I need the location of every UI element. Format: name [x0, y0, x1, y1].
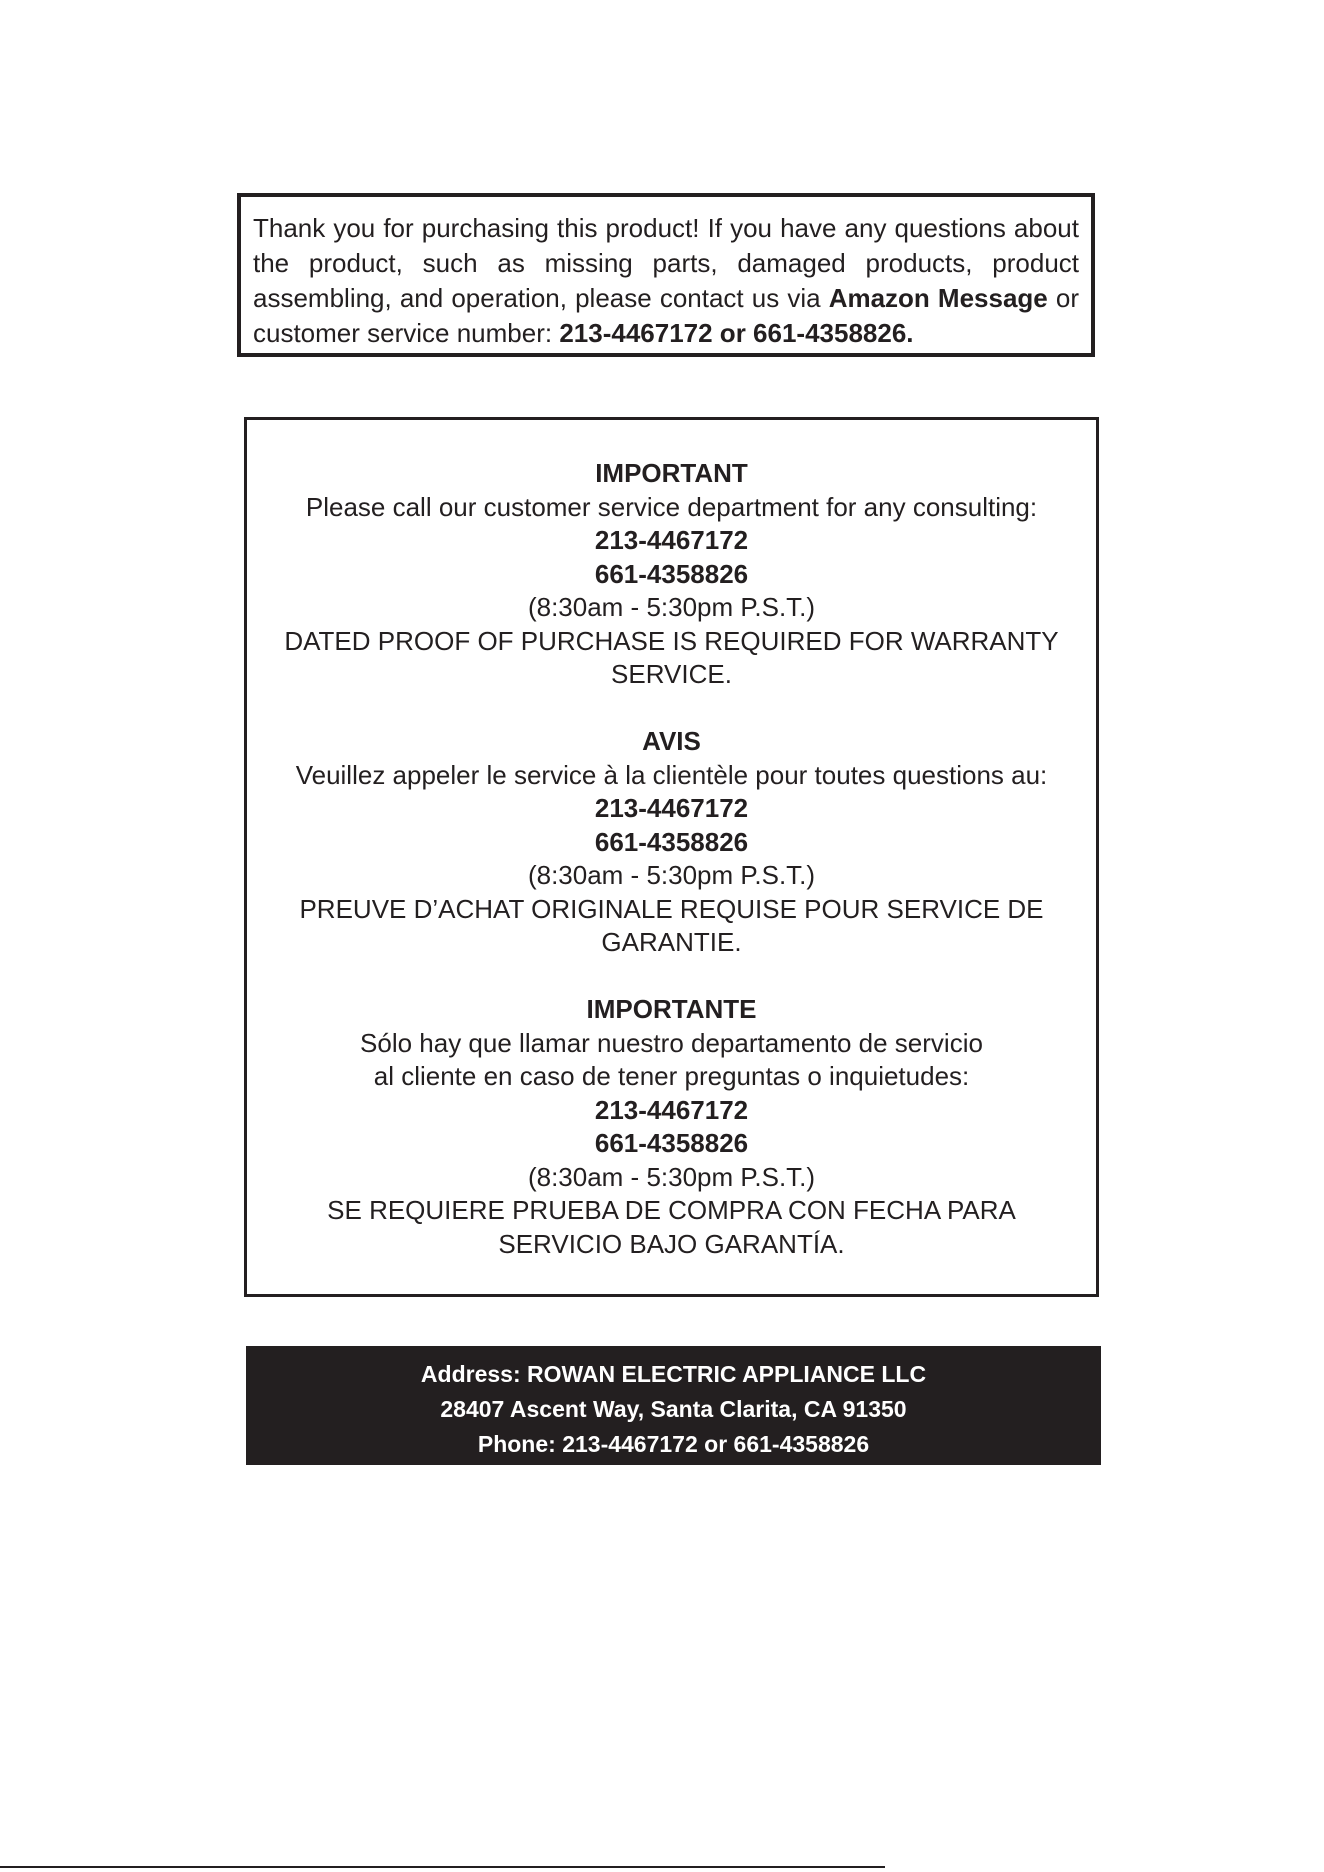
warranty-notice-line: DATED PROOF OF PURCHASE IS REQUIRED FOR WARRANTY — [284, 625, 1059, 656]
phone-number-2: 661-4358826 — [594, 826, 749, 857]
section-spanish — [247, 993, 1096, 1261]
section-heading: IMPORTANT — [595, 458, 748, 488]
service-hours: (8:30am - 5:30pm P.S.T.) — [527, 860, 816, 890]
warranty-notice-line: PREUVE D’ACHAT ORIGINALE REQUISE POUR SERVICE DE — [299, 893, 1044, 924]
thank-you-notice — [237, 193, 1095, 357]
section-french — [247, 725, 1096, 960]
phone-number-1: 213-4467172 — [594, 525, 749, 555]
address-street-line: 28407 Ascent Way, Santa Clarita, CA 91350 — [440, 1396, 907, 1422]
thank-you-text: Thank you for purchasing this product! If you have any questions about the product, such as missing parts, damaged products, product assembling, and operation, please contact us via — [253, 213, 1079, 313]
warranty-notice-line: SE REQUIERE PRUEBA DE COMPRA CON FECHA PARA — [327, 1195, 1016, 1225]
phone-number-1: 213-4467172 — [594, 1094, 749, 1125]
section-text-line: al cliente en caso de tener preguntas o inquietudes: — [373, 1061, 970, 1091]
warranty-notice-line: SERVICE. — [611, 659, 732, 689]
warranty-notice-line: SERVICIO BAJO GARANTÍA. — [498, 1228, 845, 1259]
address-bar — [246, 1346, 1101, 1465]
section-text-line: Please call our customer service department for any consulting: — [305, 491, 1038, 522]
address-company-line: Address: ROWAN ELECTRIC APPLIANCE LLC — [420, 1361, 927, 1387]
customer-service-text: or customer service number: — [253, 283, 1079, 348]
customer-service-phones: 213-4467172 or 661-4358826. — [559, 318, 914, 348]
amazon-message-label: Amazon Message — [828, 283, 1048, 313]
section-heading: IMPORTANTE — [586, 994, 757, 1024]
phone-number-2: 661-4358826 — [594, 558, 749, 589]
bottom-divider — [0, 1866, 885, 1868]
phone-number-1: 213-4467172 — [594, 793, 749, 823]
warranty-notice-line: GARANTIE. — [601, 927, 742, 957]
section-english — [247, 457, 1096, 692]
section-text-line: Veuillez appeler le service à la clientèle pour toutes questions au: — [295, 759, 1048, 790]
phone-number-2: 661-4358826 — [594, 1128, 749, 1158]
service-hours: (8:30am - 5:30pm P.S.T.) — [527, 592, 816, 622]
address-phone-line: Phone: 213-4467172 or 661-4358826 — [477, 1431, 870, 1457]
section-text-line: Sólo hay que llamar nuestro departamento de servicio — [360, 1027, 983, 1058]
section-heading: AVIS — [642, 726, 701, 756]
service-hours: (8:30am - 5:30pm P.S.T.) — [527, 1161, 816, 1192]
important-contact-box — [244, 417, 1099, 1297]
